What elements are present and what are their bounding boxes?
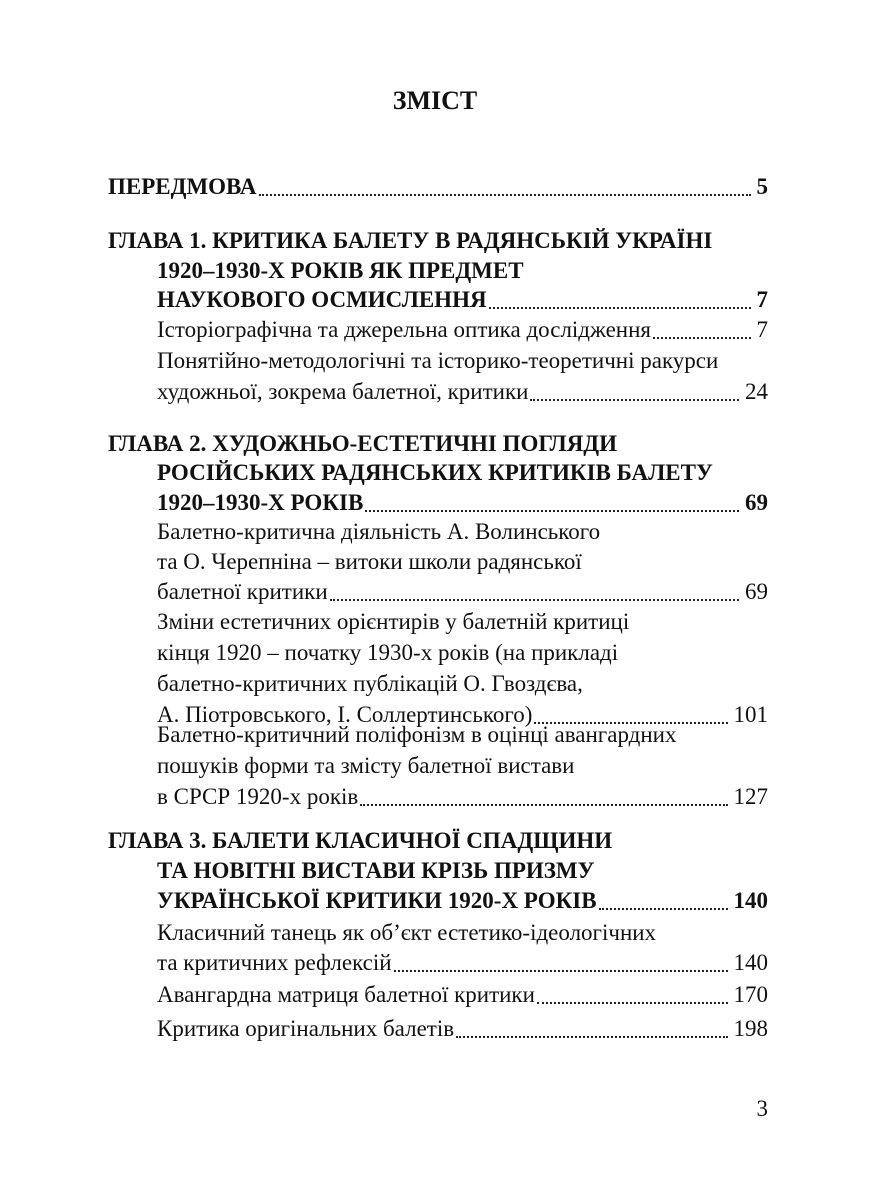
toc-entry-text: ГЛАВА 2. ХУДОЖНЬО-ЕСТЕТИЧНІ ПОГЛЯДИ <box>108 431 618 456</box>
toc-entry-text: ПЕРЕДМОВА <box>108 174 257 199</box>
toc-entry-text: Понятійно-методологічні та історико-теоретичні ракурси <box>157 348 719 373</box>
toc-entry-text: ТА НОВІТНІ ВИСТАВИ КРІЗЬ ПРИЗМУ <box>157 858 595 883</box>
toc-dot-leader <box>530 399 739 401</box>
toc-page-number: 140 <box>733 888 768 913</box>
toc-entry-text: 1920–1930-Х РОКІВ ЯК ПРЕДМЕТ <box>157 258 524 283</box>
page-title: ЗМІСТ <box>392 86 478 115</box>
toc-entry-text: балетно-критичних публікацій О. Гвоздєва, <box>157 671 583 696</box>
toc-page-number: 7 <box>756 287 768 312</box>
toc-page-number: 24 <box>745 379 768 404</box>
toc-entry-text: Балетно-критичний поліфонізм в оцінці авангардних <box>157 722 677 747</box>
toc-entry-text: Критика оригінальних балетів <box>157 1016 455 1041</box>
toc-dot-leader <box>365 510 739 512</box>
toc-page-number: 5 <box>756 174 768 199</box>
toc-entry-text: Балетно-критична діяльність А. Волинського <box>157 519 601 544</box>
toc-page-number: 140 <box>733 950 768 975</box>
toc-entry-text: ГЛАВА 3. БАЛЕТИ КЛАСИЧНОЇ СПАДЩИНИ <box>108 828 613 853</box>
toc-page-number: 69 <box>745 579 768 604</box>
toc-dot-leader <box>259 194 751 196</box>
toc-entry-text: та О. Черепніна – витоки школи радянської <box>157 549 582 574</box>
toc-entry-text: та критичних рефлексій <box>157 950 392 975</box>
toc-entry-text: А. Піотровського, І. Соллертинського) <box>157 702 533 727</box>
toc-entry-text: 1920–1930-Х РОКІВ <box>157 490 364 515</box>
toc-entry-text: ГЛАВА 1. КРИТИКА БАЛЕТУ В РАДЯНСЬКІЙ УКРАЇНІ <box>108 228 713 253</box>
toc-page-number: 69 <box>745 490 768 515</box>
toc-entry-text: УКРАЇНСЬКОЇ КРИТИКИ 1920-Х РОКІВ <box>157 888 597 913</box>
toc-entry-text: РОСІЙСЬКИХ РАДЯНСЬКИХ КРИТИКІВ БАЛЕТУ <box>157 460 713 485</box>
toc-dot-leader <box>653 337 751 339</box>
toc-entry-text: Авангардна матриця балетної критики <box>157 982 535 1007</box>
toc-entry-text: Історіографічна та джерельна оптика дослідження <box>157 317 652 342</box>
toc-dot-leader <box>489 307 751 309</box>
toc-page-number: 101 <box>733 702 768 727</box>
toc-dot-leader <box>599 908 728 910</box>
toc-page-number: 7 <box>756 317 768 342</box>
toc-entry-text: в СРСР 1920-х років <box>157 784 359 809</box>
toc-entry-text: Зміни естетичних орієнтирів у балетній критиці <box>157 609 630 634</box>
toc-entry-text: НАУКОВОГО ОСМИСЛЕННЯ <box>157 287 487 312</box>
toc-entry-text: кінця 1920 – початку 1930-х років (на прикладі <box>157 640 619 665</box>
toc-entry-text: Класичний танець як об’єкт естетико-ідеологічних <box>157 920 657 945</box>
toc-page-number: 170 <box>733 982 768 1007</box>
toc-page-number: 127 <box>733 784 768 809</box>
page-number: 3 <box>756 1096 768 1121</box>
toc-dot-leader <box>394 970 728 972</box>
toc-dot-leader <box>456 1036 728 1038</box>
toc-dot-leader <box>330 599 739 601</box>
toc-dot-leader <box>360 804 728 806</box>
toc-page-number: 198 <box>733 1016 768 1041</box>
toc-entry-text: художньої, зокрема балетної, критики <box>157 379 529 404</box>
toc-entry-text: балетної критики <box>157 579 328 604</box>
toc-entry-text: пошуків форми та змісту балетної вистави <box>157 753 575 778</box>
toc-dot-leader <box>537 1002 728 1004</box>
